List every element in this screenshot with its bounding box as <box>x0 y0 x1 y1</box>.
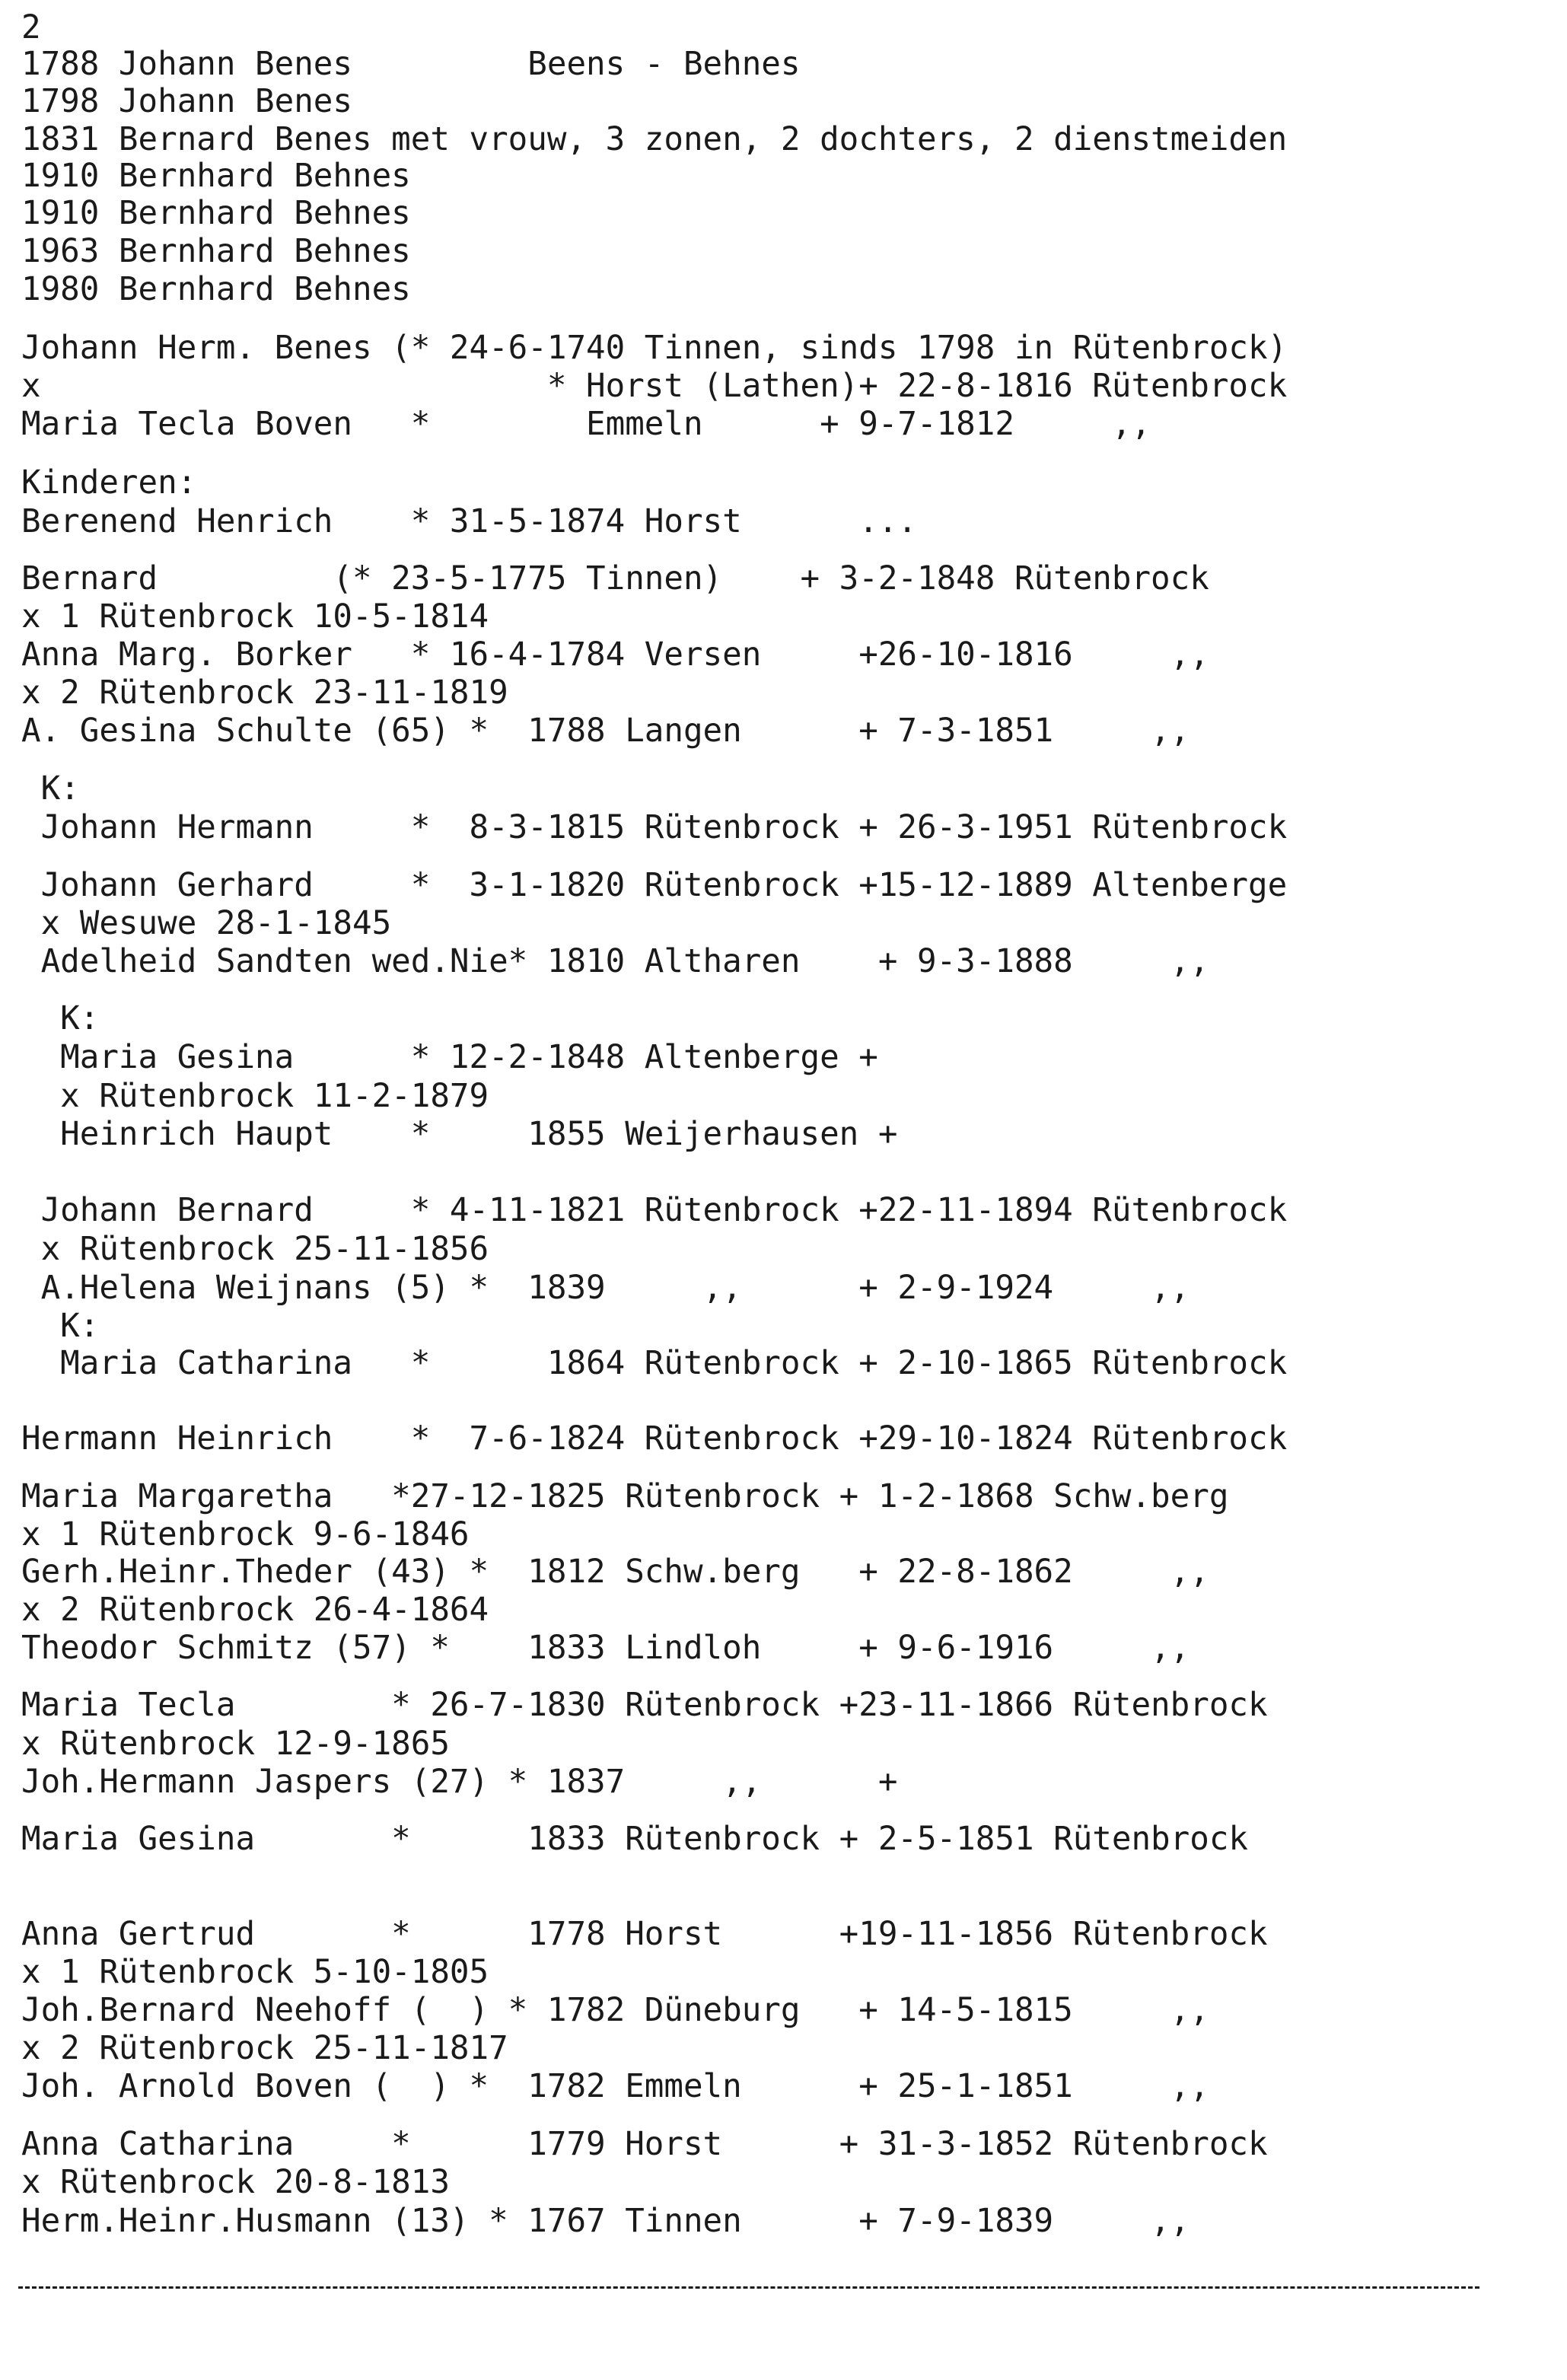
text-line: Hermann Heinrich * 7-6-1824 Rütenbrock +29-10-1824 Rütenbrock <box>21 1420 1288 1458</box>
text-line: Maria Gesina * 1833 Rütenbrock + 2-5-1851 Rütenbrock <box>21 1821 1248 1858</box>
text-line: Johann Bernard * 4-11-1821 Rütenbrock +22-11-1894 Rütenbrock <box>21 1192 1288 1229</box>
text-line: x 2 Rütenbrock 25-11-1817 <box>21 2030 508 2067</box>
text-line: Joh.Hermann Jaspers (27) * 1837 ,, + <box>21 1763 898 1801</box>
text-line: 1798 Johann Benes <box>21 83 352 120</box>
text-line: Heinrich Haupt * 1855 Weijerhausen + <box>21 1116 898 1153</box>
text-line: Theodor Schmitz (57) * 1833 Lindloh + 9-6-1916 ,, <box>21 1630 1190 1667</box>
text-line: Adelheid Sandten wed.Nie* 1810 Altharen + 9-3-1888 ,, <box>21 943 1209 980</box>
text-line: x Rütenbrock 12-9-1865 <box>21 1725 450 1763</box>
text-line: 1788 Johann Benes Beens - Behnes <box>21 46 801 83</box>
text-line: 1910 Bernhard Behnes <box>21 195 411 232</box>
text-line: 1831 Bernard Benes met vrouw, 3 zonen, 2 dochters, 2 dienstmeiden <box>21 121 1288 158</box>
text-line: 1963 Bernhard Behnes <box>21 233 411 270</box>
text-line: Bernard (* 23-5-1775 Tinnen) + 3-2-1848 Rütenbrock <box>21 560 1209 597</box>
text-line: K: <box>21 770 80 808</box>
text-line: Joh. Arnold Boven ( ) * 1782 Emmeln + 25-1-1851 ,, <box>21 2068 1209 2105</box>
text-line: x Rütenbrock 25-11-1856 <box>21 1231 489 1268</box>
text-line: Maria Tecla Boven * Emmeln + 9-7-1812 ,, <box>21 406 1151 443</box>
text-line: x 1 Rütenbrock 5-10-1805 <box>21 1954 489 1991</box>
text-line: x * Horst (Lathen)+ 22-8-1816 Rütenbrock <box>21 368 1288 405</box>
text-line: Maria Margaretha *27-12-1825 Rütenbrock + 1-2-1868 Schw.berg <box>21 1478 1229 1515</box>
text-line: A. Gesina Schulte (65) * 1788 Langen + 7-3-1851 ,, <box>21 712 1190 750</box>
text-line: Kinderen: <box>21 464 197 502</box>
text-line: x 1 Rütenbrock 9-6-1846 <box>21 1516 470 1553</box>
text-line: Anna Gertrud * 1778 Horst +19-11-1856 Rütenbrock <box>21 1916 1268 1953</box>
text-line: x 2 Rütenbrock 23-11-1819 <box>21 674 508 712</box>
text-line: Anna Catharina * 1779 Horst + 31-3-1852 Rütenbrock <box>21 2126 1268 2163</box>
text-line: 1980 Bernhard Behnes <box>21 271 411 308</box>
text-line: Johann Gerhard * 3-1-1820 Rütenbrock +15-12-1889 Altenberge <box>21 867 1288 904</box>
text-line: Gerh.Heinr.Theder (43) * 1812 Schw.berg + 22-8-1862 ,, <box>21 1553 1209 1591</box>
text-line: x Rütenbrock 11-2-1879 <box>21 1078 489 1115</box>
text-line: Maria Gesina * 12-2-1848 Altenberge + <box>21 1039 878 1076</box>
text-line: 1910 Bernhard Behnes <box>21 158 411 195</box>
text-line: Anna Marg. Borker * 16-4-1784 Versen +26-10-1816 ,, <box>21 636 1209 674</box>
text-line: x Rütenbrock 20-8-1813 <box>21 2164 450 2201</box>
text-line: x Wesuwe 28-1-1845 <box>21 905 392 942</box>
page-number: 2 <box>21 9 41 46</box>
dashed-divider <box>18 2286 1479 2289</box>
text-line: Johann Herm. Benes (* 24-6-1740 Tinnen, sinds 1798 in Rütenbrock) <box>21 330 1288 367</box>
text-line: K: <box>21 1000 100 1037</box>
text-line: Berenend Henrich * 31-5-1874 Horst ... <box>21 503 918 540</box>
text-line: x 2 Rütenbrock 26-4-1864 <box>21 1591 489 1629</box>
text-line: Maria Tecla * 26-7-1830 Rütenbrock +23-11-1866 Rütenbrock <box>21 1687 1268 1724</box>
text-line: x 1 Rütenbrock 10-5-1814 <box>21 598 489 636</box>
text-line: K: <box>21 1308 100 1345</box>
text-line: Herm.Heinr.Husmann (13) * 1767 Tinnen + 7-9-1839 ,, <box>21 2203 1190 2240</box>
text-line: Johann Hermann * 8-3-1815 Rütenbrock + 26-3-1951 Rütenbrock <box>21 809 1288 846</box>
text-line: Joh.Bernard Neehoff ( ) * 1782 Düneburg + 14-5-1815 ,, <box>21 1992 1209 2029</box>
text-line: A.Helena Weijnans (5) * 1839 ,, + 2-9-1924 ,, <box>21 1270 1190 1307</box>
text-line: Maria Catharina * 1864 Rütenbrock + 2-10-1865 Rütenbrock <box>21 1345 1288 1382</box>
